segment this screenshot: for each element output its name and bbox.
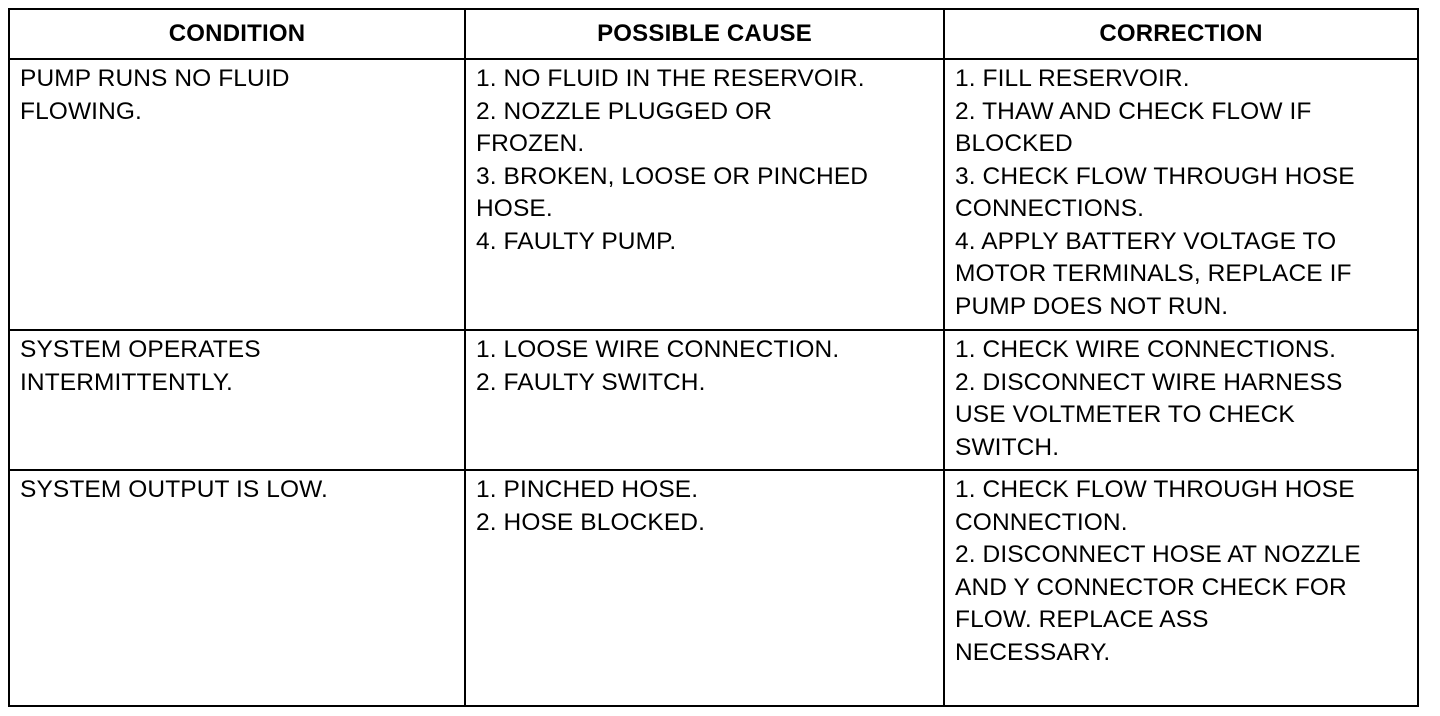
- correction-line: 1. FILL RESERVOIR.: [955, 65, 1190, 92]
- header-condition: CONDITION: [168, 20, 306, 47]
- table-row: [10, 471, 1417, 705]
- correction-cell: [943, 471, 1417, 705]
- cause-line: 2. NOZZLE PLUGGED OR: [476, 97, 773, 125]
- correction-line: AND Y CONNECTOR CHECK FOR: [955, 573, 1347, 601]
- correction-line: 1. CHECK FLOW THROUGH HOSE: [955, 476, 1355, 503]
- correction-line: USE VOLTMETER TO CHECK: [955, 401, 1295, 428]
- cause-line: 3. BROKEN, LOOSE OR PINCHED: [476, 162, 869, 190]
- cause-line: 1. PINCHED HOSE.: [476, 476, 699, 503]
- cause-line: 1. LOOSE WIRE CONNECTION.: [476, 336, 840, 363]
- condition-line: PUMP RUNS NO FLUID: [20, 65, 290, 92]
- cause-line: 2. HOSE BLOCKED.: [476, 508, 705, 536]
- correction-cell: [943, 331, 1417, 469]
- table-header-row: [10, 10, 1417, 60]
- condition-cell: [10, 60, 464, 329]
- cause-line: FROZEN.: [476, 130, 585, 157]
- correction-line: BLOCKED: [955, 130, 1073, 157]
- correction-line: 2. DISCONNECT HOSE AT NOZZLE: [955, 541, 1361, 568]
- correction-line: PUMP DOES NOT RUN.: [955, 292, 1229, 320]
- correction-line: SWITCH.: [955, 433, 1060, 461]
- correction-line: FLOW. REPLACE ASS: [955, 606, 1209, 633]
- correction-line: 1. CHECK WIRE CONNECTIONS.: [955, 336, 1337, 363]
- condition-cell: [10, 331, 464, 469]
- header-correction: CORRECTION: [943, 10, 1417, 58]
- condition-line: SYSTEM OUTPUT IS LOW.: [20, 476, 328, 503]
- cause-cell: [464, 471, 943, 705]
- cause-cell: [464, 331, 943, 469]
- cause-line: 4. FAULTY PUMP.: [476, 227, 677, 255]
- correction-line: CONNECTION.: [955, 508, 1128, 536]
- cause-line: 2. FAULTY SWITCH.: [476, 368, 706, 396]
- correction-line: 3. CHECK FLOW THROUGH HOSE: [955, 162, 1355, 190]
- cause-line: HOSE.: [476, 195, 553, 222]
- correction-line: NECESSARY.: [955, 638, 1111, 666]
- table-row: [10, 331, 1417, 471]
- correction-line: 2. THAW AND CHECK FLOW IF: [955, 97, 1312, 125]
- cause-line: 1. NO FLUID IN THE RESERVOIR.: [476, 65, 865, 92]
- correction-line: CONNECTIONS.: [955, 195, 1145, 222]
- cause-cell: [464, 60, 943, 329]
- condition-line: SYSTEM OPERATES: [20, 336, 261, 363]
- condition-line: INTERMITTENTLY.: [20, 368, 233, 396]
- condition-line: FLOWING.: [20, 97, 142, 125]
- correction-line: MOTOR TERMINALS, REPLACE IF: [955, 260, 1352, 287]
- correction-line: 4. APPLY BATTERY VOLTAGE TO: [955, 227, 1337, 255]
- condition-cell: [10, 471, 464, 705]
- header-possible-cause: POSSIBLE CAUSE: [464, 10, 943, 58]
- correction-line: 2. DISCONNECT WIRE HARNESS: [955, 368, 1343, 396]
- correction-cell: [943, 60, 1417, 329]
- troubleshooting-table: [8, 8, 1419, 707]
- table-row: [10, 60, 1417, 331]
